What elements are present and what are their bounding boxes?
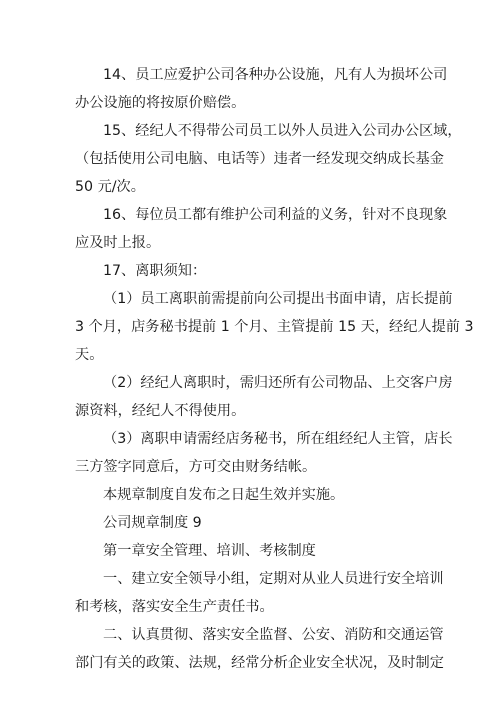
item-2-line-2: 部门有关的政策、法规，经常分析企业安全状况，及时制定 bbox=[75, 655, 444, 671]
rule-15-line-2: （包括使用公司电脑、电话等）违者一经发现交纳成长基金 bbox=[75, 151, 444, 167]
rule-17-heading: 17、离职须知： bbox=[103, 263, 207, 279]
item-2-line-1: 二、认真贯彻、落实安全监督、公安、消防和交通运管 bbox=[103, 627, 444, 643]
rule-16-line-1: 16、每位员工都有维护公司利益的义务，针对不良现象 bbox=[103, 207, 448, 223]
effective-statement: 本规章制度自发布之日起生效并实施。 bbox=[103, 487, 345, 503]
rule-17-item-2-line-1: （2）经纪人离职时，需归还所有公司物品、上交客户房 bbox=[103, 375, 453, 391]
rule-15-line-3: 50 元/次。 bbox=[75, 179, 145, 195]
rule-16-line-2: 应及时上报。 bbox=[75, 235, 161, 251]
item-1-line-2: 和考核，落实安全生产责任书。 bbox=[75, 599, 274, 615]
rule-17-item-1-line-2: 3 个月，店务秘书提前 1 个月、主管提前 15 天，经纪人提前 3 bbox=[75, 319, 474, 335]
rule-15-line-1: 15、经纪人不得带公司员工以外人员进入公司办公区域， bbox=[103, 123, 462, 139]
section-title: 公司规章制度 9 bbox=[103, 515, 202, 531]
chapter-heading: 第一章安全管理、培训、考核制度 bbox=[103, 543, 316, 559]
rule-17-item-3-line-2: 三方签字同意后，方可交由财务结帐。 bbox=[75, 459, 317, 475]
item-1-line-1: 一、建立安全领导小组，定期对从业人员进行安全培训 bbox=[103, 571, 444, 587]
rule-14-line-2: 办公设施的将按原价赔偿。 bbox=[75, 95, 246, 111]
rule-17-item-3-line-1: （3）离职申请需经店务秘书，所在组经纪人主管，店长 bbox=[103, 431, 453, 447]
rule-17-item-1-line-3: 天。 bbox=[75, 347, 104, 363]
rule-14-line-1: 14、员工应爱护公司各种办公设施，凡有人为损坏公司 bbox=[103, 67, 448, 83]
rule-17-item-2-line-2: 源资料，经纪人不得使用。 bbox=[75, 403, 246, 419]
rule-17-item-1-line-1: （1）员工离职前需提前向公司提出书面申请，店长提前 bbox=[103, 291, 453, 307]
